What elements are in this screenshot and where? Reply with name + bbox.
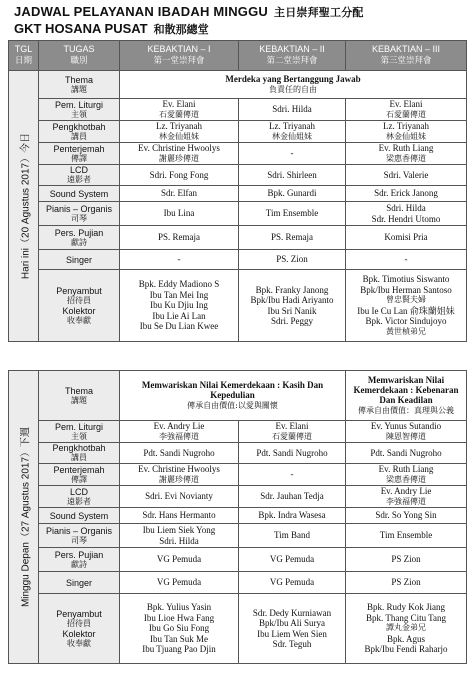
name-zh: 林金仙姐妹 — [159, 131, 199, 141]
cell: PS. Zion — [239, 250, 346, 270]
cell — [346, 486, 467, 508]
name: Ev. Ruth Liang — [378, 464, 434, 474]
row-terjemah — [9, 464, 467, 486]
name: Ev. Elani — [389, 99, 423, 109]
date-label-week1 — [16, 133, 31, 279]
label-text: Pers. Pujian — [54, 227, 104, 238]
cell — [120, 143, 239, 165]
label-text: Thema — [64, 385, 93, 396]
col-k3-label: KEBAKTIAN – III — [371, 44, 441, 54]
name: Ibu Lie Ai Lan — [152, 310, 206, 321]
name: Bpk. Agus — [387, 633, 426, 644]
date-cell-week2 — [9, 371, 39, 664]
name: Bpk. Yulius Yasin — [146, 602, 212, 613]
church-zh: 和散那總堂 — [153, 23, 209, 36]
label-zh: 講員 — [71, 453, 87, 462]
name: Bpk/Ibu Ali Surya — [259, 618, 326, 628]
label-sound: Sound System — [39, 508, 120, 524]
cell — [120, 270, 239, 342]
label-text: Pengkhotbah — [52, 443, 106, 453]
name: Bpk. Eddy Madiono S — [138, 279, 220, 290]
date-text: Minggu Depan（27 Agustus 2017） — [20, 446, 31, 608]
cell — [239, 121, 346, 143]
name-zh: 石愛蘭傳道 — [159, 109, 199, 119]
cell: - — [346, 250, 467, 270]
cell: Sdr. Elfan — [120, 186, 239, 202]
name-zh: 謝麗珍傳道 — [159, 474, 199, 484]
label-zh: 講題 — [71, 395, 87, 405]
col-kebaktian-2 — [239, 41, 346, 71]
name: Ibu Liem Wen Sien — [257, 628, 327, 639]
name: Sdr. Teguh — [272, 639, 312, 649]
cell: VG Pemuda — [239, 572, 346, 594]
name: Bpk/Ibu Hadi Ariyanto — [250, 295, 334, 305]
row-liturgi — [9, 421, 467, 443]
label-terjemah — [39, 143, 120, 165]
row-lcd — [9, 486, 467, 508]
name: Bpk. Timotius Siswanto — [362, 274, 450, 284]
title-zh: 主日崇拜聖工分配 — [274, 6, 364, 19]
theme-zh: 傳承自由價值:以愛與關懷 — [187, 401, 278, 410]
col-tugas — [39, 41, 120, 71]
cell — [346, 143, 467, 165]
name: Sdr. Dedy Kurniawan — [252, 607, 332, 618]
name: Ibu Go Siu Fong — [148, 623, 210, 634]
label-zh: 傳譯 — [71, 474, 87, 484]
label-zh: 司琴 — [71, 213, 87, 223]
name: Bpk. Franky Janong — [255, 284, 329, 295]
name: Bpk/Ibu Fendi Raharjo — [364, 644, 448, 655]
name-zh: 曾忠賢夫婦 — [386, 295, 426, 304]
cell: Tim Ensemble — [239, 202, 346, 226]
name: Ibu Ku Djiu Ing — [150, 300, 208, 311]
name: Lz. Triyanah — [156, 121, 202, 131]
cell: - — [239, 464, 346, 486]
row-sound — [9, 186, 467, 202]
name-zh: 譚丸金弟兄 — [386, 623, 427, 633]
label-text: Pianis – Organis — [45, 203, 113, 214]
cell: PS. Remaja — [239, 226, 346, 250]
name: Ev. Elani — [162, 99, 196, 109]
col-tgl-zh: 日期 — [14, 56, 32, 66]
name: Ibu Sri Nanik — [267, 305, 317, 316]
label-singer: Singer — [39, 250, 120, 270]
cell — [346, 421, 467, 443]
col-tugas-zh: 職別 — [70, 56, 88, 66]
label-pianis — [39, 524, 120, 548]
name: Ev. Christine Hwoolys — [138, 143, 220, 153]
name: Ibu Ie Cu Lan 俞珠蘭姐妹 — [357, 305, 455, 316]
theme-text: Memwariskan Nilai Kemerdekaan : Kebenaran Dan Keadilan — [353, 375, 459, 405]
label-zh: 遠影者 — [67, 175, 91, 184]
name: Ibu Liem Siek Yong — [142, 525, 216, 535]
label-penyambut — [39, 270, 120, 342]
cell — [120, 121, 239, 143]
name: Ev. Andry Lie — [153, 421, 205, 431]
col-k3-zh: 第三堂崇拜會 — [380, 56, 432, 66]
theme-zh: 傳承自由價值：真理與公義 — [358, 406, 455, 415]
label-zh: 主領 — [71, 431, 87, 441]
row-lcd — [9, 165, 467, 186]
label-zh: 招待員 — [67, 295, 91, 305]
cell: Sdri. Shirleen — [239, 165, 346, 186]
row-khotbah — [9, 443, 467, 464]
name: Ev. Andry Lie — [380, 486, 432, 496]
cell: VG Pemuda — [120, 572, 239, 594]
cell: VG Pemuda — [120, 548, 239, 572]
cell: - — [120, 250, 239, 270]
label-text: Penyambut — [56, 285, 102, 296]
name-zh: 黃世楨弟兄 — [386, 326, 426, 336]
name: Ibu Tan Mei Ing — [149, 289, 209, 300]
cell — [120, 594, 239, 664]
name: Ibu Tjuang Pao Djin — [142, 644, 216, 655]
cell — [239, 421, 346, 443]
label-liturgi — [39, 421, 120, 443]
name-zh: 謝麗珍傳道 — [159, 153, 199, 163]
row-liturgi — [9, 99, 467, 121]
label-text: Pem. Liturgi — [54, 99, 104, 110]
label-singer: Singer — [39, 572, 120, 594]
cell: Sdri. Valerie — [346, 165, 467, 186]
cell: Sdr. So Yong Sin — [346, 508, 467, 524]
row-khotbah — [9, 121, 467, 143]
label-thema — [39, 71, 120, 99]
name: Ibu Tan Suk Me — [150, 633, 208, 644]
row-singer — [9, 250, 467, 270]
label-zh: 講員 — [71, 131, 87, 141]
cell — [120, 524, 239, 548]
date-text: Hari ini（20 Agustus 2017） — [20, 152, 31, 280]
name: Sdr. Hendri Utomo — [371, 213, 441, 224]
cell — [239, 594, 346, 664]
name-zh: 林金仙姐妹 — [386, 131, 426, 141]
cell: Sdri. Fong Fong — [120, 165, 239, 186]
row-sound — [9, 508, 467, 524]
label-pujian — [39, 226, 120, 250]
col-kebaktian-1 — [120, 41, 239, 71]
col-tgl — [9, 41, 39, 71]
cell — [346, 121, 467, 143]
col-tugas-label: TUGAS — [63, 44, 95, 54]
row-pianis — [9, 202, 467, 226]
page-title — [14, 4, 464, 20]
name: Sdri. Hilda — [386, 203, 426, 213]
label-text: Kolektor — [62, 305, 96, 316]
church-name — [14, 21, 464, 37]
cell: PS Zion — [346, 572, 467, 594]
label-terjemah — [39, 464, 120, 486]
theme-zh: 負責任的自由 — [269, 85, 317, 94]
row-penyambut — [9, 270, 467, 342]
name-zh: 李強福傳道 — [159, 431, 199, 441]
label-lcd — [39, 165, 120, 186]
name-zh: 石愛蘭傳道 — [386, 109, 426, 119]
cell — [120, 464, 239, 486]
name-zh: 陳恩智傳道 — [386, 431, 427, 441]
label-text: Penterjemah — [53, 143, 105, 154]
col-k1-label: KEBAKTIAN – I — [147, 44, 211, 54]
name: Ev. Christine Hwoolys — [138, 464, 220, 474]
label-text: Pengkhotbah — [52, 121, 106, 132]
label-text: LCD — [69, 165, 88, 175]
cell — [239, 270, 346, 342]
cell: PS Zion — [346, 548, 467, 572]
cell — [239, 99, 346, 121]
name: Sdri. Hilda — [159, 535, 199, 546]
label-zh: 收奉獻 — [67, 638, 91, 648]
label-pianis — [39, 202, 120, 226]
label-text: Penyambut — [56, 608, 102, 619]
label-khotbah — [39, 443, 120, 464]
name: Lz. Triyanah — [383, 121, 429, 131]
label-sound: Sound System — [39, 186, 120, 202]
cell: Ibu Lina — [120, 202, 239, 226]
cell: Pdt. Sandi Nugroho — [239, 443, 346, 464]
col-k2-label: KEBAKTIAN – II — [259, 44, 325, 54]
cell — [120, 421, 239, 443]
name: Sdri. Peggy — [270, 316, 313, 326]
header-row — [9, 41, 467, 71]
name: Ibu Se Du Lian Kwee — [139, 321, 219, 332]
label-thema — [39, 371, 120, 421]
cell: Sdr. Jauhan Tedja — [239, 486, 346, 508]
label-pujian — [39, 548, 120, 572]
col-k2-zh: 第二堂崇拜會 — [266, 56, 318, 66]
name-zh: 梁惠香傳道 — [386, 153, 426, 163]
row-pianis — [9, 524, 467, 548]
label-zh: 招待員 — [67, 618, 91, 628]
cell: Komisi Pria — [346, 226, 467, 250]
cell — [346, 202, 467, 226]
name: Lz. Triyanah — [269, 121, 315, 131]
name-zh: 石愛蘭傳道 — [272, 431, 312, 441]
name: Ibu Lioe Hwa Fang — [143, 612, 215, 623]
cell: PS. Remaja — [120, 226, 239, 250]
name: Ev. Yunus Sutandio — [370, 421, 442, 431]
cell: Sdri. Evi Novianty — [120, 486, 239, 508]
label-zh: 主領 — [71, 109, 87, 119]
label-text: Pers. Pujian — [54, 549, 104, 560]
cell — [120, 99, 239, 121]
schedule-table-week2 — [8, 370, 467, 664]
label-text: Kolektor — [62, 628, 96, 639]
cell: Pdt. Sandi Nugroho — [120, 443, 239, 464]
cell — [346, 99, 467, 121]
schedule-table-week1 — [8, 40, 467, 342]
col-tgl-label: TGL — [14, 44, 33, 54]
label-zh: 講題 — [71, 84, 87, 94]
date-zh: 下週 — [20, 426, 31, 447]
theme-text: Merdeka yang Bertanggung Jawab — [225, 74, 361, 84]
cell: VG Pemuda — [239, 548, 346, 572]
label-text: Thema — [64, 74, 93, 85]
label-text: Penterjemah — [53, 464, 105, 475]
name-zh: 李強福傳道 — [386, 496, 427, 506]
cell — [346, 464, 467, 486]
cell — [346, 270, 467, 342]
label-penyambut — [39, 594, 120, 664]
row-thema — [9, 71, 467, 99]
row-singer — [9, 572, 467, 594]
cell: Tim Band — [239, 524, 346, 548]
row-terjemah — [9, 143, 467, 165]
name: Bpk. Thang Citu Tang — [365, 612, 447, 623]
church-text: GKT HOSANA PUSAT — [14, 21, 148, 36]
name: - — [290, 148, 294, 159]
date-zh: 今日 — [20, 132, 31, 153]
label-lcd — [39, 486, 120, 508]
cell — [239, 143, 346, 165]
cell: Bpk. Gunardi — [239, 186, 346, 202]
label-text: Pianis – Organis — [45, 525, 113, 536]
label-zh: 傳譯 — [71, 153, 87, 163]
label-zh: 獻詩 — [71, 237, 87, 247]
name: Bpk. Rudy Kok Jiang — [367, 602, 446, 613]
label-khotbah — [39, 121, 120, 143]
cell: Sdr. Hans Hermanto — [120, 508, 239, 524]
col-kebaktian-3 — [346, 41, 467, 71]
label-zh: 遠影者 — [67, 496, 91, 506]
name: Bpk. Victor Sindujoyo — [365, 316, 447, 326]
date-cell-week1 — [9, 71, 39, 342]
row-pujian — [9, 548, 467, 572]
label-text: Pem. Liturgi — [54, 421, 104, 432]
name: Ev. Elani — [275, 421, 309, 431]
name: Ev. Ruth Liang — [378, 143, 434, 153]
cell: Tim Ensemble — [346, 524, 467, 548]
row-thema — [9, 371, 467, 421]
theme-text: Memwariskan Nilai Kemerdekaan : Kasih Dan Kepedulian — [141, 380, 324, 400]
row-penyambut — [9, 594, 467, 664]
cell: Sdr. Erick Janong — [346, 186, 467, 202]
label-zh: 獻詩 — [71, 559, 87, 569]
row-pujian — [9, 226, 467, 250]
label-text: LCD — [69, 486, 88, 497]
date-label-week2 — [16, 427, 31, 607]
name: Sdri. Hilda — [272, 104, 312, 115]
name: Bpk/Ibu Herman Santoso — [360, 284, 452, 295]
cell: Bpk. Indra Wasesa — [239, 508, 346, 524]
col-k1-zh: 第一堂崇拜會 — [153, 56, 205, 66]
label-liturgi — [39, 99, 120, 121]
cell: Pdt. Sandi Nugroho — [346, 443, 467, 464]
label-zh: 司琴 — [71, 535, 87, 545]
theme-cell-12 — [120, 371, 346, 421]
cell — [346, 594, 467, 664]
theme-cell-3 — [346, 371, 467, 421]
theme-cell — [120, 71, 467, 99]
title-text: JADWAL PELAYANAN IBADAH MINGGU — [14, 4, 268, 19]
label-zh: 收奉獻 — [67, 315, 91, 325]
name-zh: 梁惠香傳道 — [386, 474, 427, 484]
name-zh: 林金仙姐妹 — [272, 131, 312, 141]
